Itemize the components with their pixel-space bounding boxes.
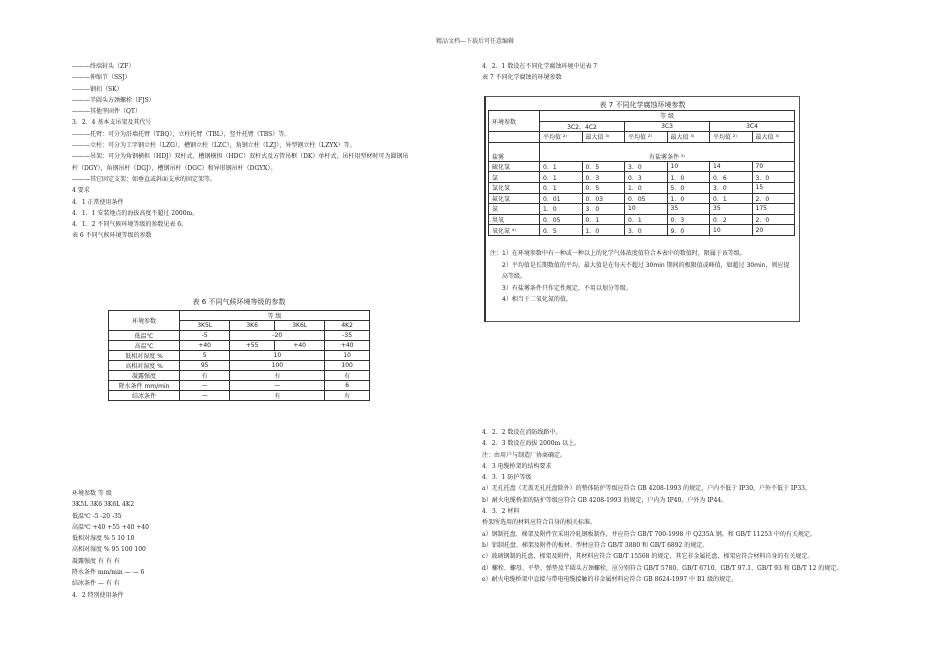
table-7-note: 4）相当于二氧化氮的值。 [502, 296, 572, 303]
table-6-cell: -35 [325, 331, 370, 341]
table-7-param-header: 环境参数 [489, 111, 540, 132]
table-6-cell: 10 [230, 351, 325, 361]
table-7-group: 3C3 [625, 121, 710, 132]
table-7-salt-value: 有盐雾条件 ³⁾ [540, 142, 795, 161]
table-6-cell: 6 [325, 381, 370, 391]
text-line: 4．3．1 防护等级 [482, 474, 532, 482]
left-column-text [72, 61, 452, 242]
table-6-cell: +40 [325, 341, 370, 351]
text-line: 桥架所选用的材料应符合自身的相关标准。 [482, 519, 597, 527]
table-row [489, 182, 795, 193]
left-lower-text [72, 488, 149, 601]
table-7-cell: 1．0 [667, 193, 710, 204]
table-7-subheader: 平均值 ²⁾ [540, 132, 583, 143]
table-6-cell: 100 [325, 361, 370, 371]
text-line: e）耐火电缆桥架中直接与带电电缆接触的非金属材料应符合 GB 8624-1997 中 B1 级的规定。 [482, 575, 738, 583]
table-7-cell: 9．0 [667, 225, 710, 236]
table-6-level: 4K2 [325, 321, 370, 331]
table-6-cell: 有 [180, 371, 230, 381]
table-6-cell: 100 [230, 361, 325, 371]
table-7-cell: 0．3 [582, 172, 625, 183]
table-7-row-label: 氯 [489, 172, 540, 183]
table-6-cell: — [230, 381, 325, 391]
table-7-cell: 0．03 [582, 193, 625, 204]
table-row [489, 225, 795, 236]
table-6-cell: 5 [180, 351, 230, 361]
table-row [489, 193, 795, 204]
table-6-row-label: 凝露强度 [109, 371, 180, 381]
page-header: 精品文档---下载后可任意编辑 [435, 38, 515, 45]
table-6-level: 3K6 [230, 321, 275, 331]
text-line: 注：由用户与制造厂协商确定。 [482, 451, 567, 459]
table-6-caption: 表 6 不同气候环境等级的参数 [192, 298, 286, 306]
text-line: 凝露强度 有 有 有 [72, 557, 120, 565]
table-7-cell: 0．05 [625, 193, 668, 204]
table-6-cell: 有 [230, 391, 325, 401]
text-line: 表 6 不同气候环境等级的参数 [72, 232, 152, 240]
table-6-param-header: 环境参数 [109, 311, 180, 331]
text-line: 4．3 电缆桥架的结构要求 [482, 462, 552, 470]
table-7-row-label: 氨 [489, 204, 540, 215]
text-line: 结冰条件 — 有 有 [72, 580, 120, 588]
table-7-note: 3）有盐雾条件只作定性规定，不用以划分等级。 [502, 284, 632, 292]
chemical-parameters-table [488, 110, 795, 236]
text-line: ———吊架：可分为角钢横担（HDJ）双杆式、槽钢横担（HDC）双杆式及方管吊框（DK）单杆式，吊杆用型材时可为圆钢吊 [72, 153, 409, 161]
text-line: b）耐火电缆桥架的防护等级应符合 GB 4208-1993 的规定，户内为 IP40，户外为 IP44。 [482, 496, 728, 504]
table-6-cell: +55 [230, 341, 275, 351]
table-7-cell: 2．0 [752, 214, 795, 225]
table-7-cell: 0．6 [710, 172, 753, 183]
table-7-cell: 70 [752, 161, 795, 172]
text-line: 低温℃ -5 -20 -35 [72, 512, 122, 520]
table-row [489, 214, 795, 225]
table-6-cell: — [180, 381, 230, 391]
table-6-row-label: 高温℃ [109, 341, 180, 351]
text-line: 3K5L 3K6 3K6L 4K2 [72, 501, 135, 509]
table-7-cell: 0．1 [625, 214, 668, 225]
table-7-cell: 0．3 [667, 214, 710, 225]
table-7-salt-label: 盐雾 [489, 142, 540, 161]
table-7-cell: 3．0 [625, 225, 668, 236]
table-7-row-label: 硫化氢 [489, 161, 540, 172]
table-6-cell: +40 [180, 341, 230, 351]
text-line: d）螺栓、螺母、平垫、弹垫及半圆头方颈螺栓，应分别符合 GB/T 5780、GB/T 6710、GB/T 97.1、GB/T 93 和 GB/T 12 的规定。 [482, 564, 843, 572]
table-7-cell: 3．0 [625, 161, 668, 172]
table-6-level: 3K5L [180, 321, 230, 331]
table-row [489, 204, 795, 215]
table-7-cell: 0．1 [582, 214, 625, 225]
table-7-cell: 35 [710, 204, 753, 215]
text-line: 高温℃ +40 +55 +40 +40 [72, 523, 149, 531]
right-lower-text [482, 427, 842, 585]
table-7-cell: 0．1 [540, 161, 583, 172]
text-line: 降水条件 mm/min — — 6 [72, 569, 145, 577]
table-7-cell: 0．3 [625, 172, 668, 183]
table-6-cell: 有 [230, 371, 325, 381]
text-line: 表 7 不同化学腐蚀的环境参数 [482, 74, 562, 82]
table-7-cell: 0．2 [710, 214, 753, 225]
text-line: 3．2．4 基本支吊架及其代号 [72, 119, 152, 127]
table-7-cell: 10 [710, 225, 753, 236]
text-line: ———其它固定支架：如垂直或斜面支承的固定架等。 [72, 175, 217, 183]
text-line: 4 要求 [72, 187, 90, 195]
table-7-cell: 10 [667, 161, 710, 172]
table-6-cell: 10 [325, 351, 370, 361]
table-7-note: 注：1）在环境参数中有一种或一种以上的化学气体浓度值符合本表中的数值时，限属于该等级。 [490, 250, 746, 257]
table-6 [108, 297, 370, 401]
table-6-level: 3K6L [274, 321, 324, 331]
right-column-text [482, 61, 902, 84]
text-line: 4．3．2 材料 [482, 508, 520, 516]
text-line: ———立柱：可分为工字钢立柱（LZG），槽钢立柱（LZC），角钢立柱（LZJ），异型钢立柱（LZYX）等。 [72, 142, 356, 150]
table-row [109, 391, 370, 401]
table-7-cell: 0．5 [582, 182, 625, 193]
table-6-row-label: 低相对湿度 % [109, 351, 180, 361]
table-row [109, 381, 370, 391]
text-line: 环境参数 等 级 [72, 490, 112, 497]
table-7-cell: 3．0 [582, 204, 625, 215]
table-7-cell: 5．0 [667, 182, 710, 193]
table-7-cell: 0．05 [540, 214, 583, 225]
table-7-group: 3C4 [710, 121, 795, 132]
text-line: ———其他坚固件（QT） [72, 108, 141, 116]
table-7-cell: 3．0 [710, 182, 753, 193]
table-7-cell: 1．0 [667, 172, 710, 183]
text-line: ———钢扣（SK） [72, 85, 123, 93]
text-line: ———半圆头方颈螺栓（FJS） [72, 96, 155, 104]
table-6-row-label: 降水条件 mm/min [109, 381, 180, 391]
table-7-row-label: 氟化氢 [489, 193, 540, 204]
text-line: 高相对湿度 % 95 100 100 [72, 546, 146, 554]
table-7-subheader: 平均值 ²⁾ [625, 132, 668, 143]
table-6-level-header: 等 级 [180, 311, 370, 321]
text-line: 4．2 特别使用条件 [72, 591, 124, 599]
table-7-cell: 0．1 [540, 172, 583, 183]
table-6-cell: +40 [274, 341, 324, 351]
table-7-cell: 3．0 [752, 172, 795, 183]
table-6-cell: 有 [325, 391, 370, 401]
text-line: c）玻璃钢制的托盘、梯架及附件，其材料应符合 GB/T 15568 的规定，其它非金属托盘、梯架应符合材料自身的有关规定。 [482, 553, 814, 561]
table-6-row-label: 低温℃ [109, 331, 180, 341]
text-line: 4．1．2 不同气候环境等级的参数见表 6。 [72, 221, 188, 229]
text-line: 低相对湿度 % 5 10 10 [72, 535, 135, 543]
table-7-cell: 0．5 [540, 225, 583, 236]
table-7-notes [490, 248, 795, 306]
table-row [109, 341, 370, 351]
table-7-cell: 1．0 [540, 204, 583, 215]
table-7-cell: 2．0 [752, 193, 795, 204]
table-7-cell: 15 [752, 182, 795, 193]
table-6-row-label: 结冰条件 [109, 391, 180, 401]
text-line: b）铝制托盘、梯架及附件的板材、型材应符合 GB/T 3880 和 GB/T 6892 的规定。 [482, 541, 709, 549]
text-line: a）钢制托盘、梯架及附件宜采用冷轧钢板制作，并应符合 GB/T 700-1998 中 Q235A 钢，和 GB/T 11253 中的有关规定。 [482, 530, 816, 538]
table-7-row-label: 臭氧 [489, 214, 540, 225]
table-7-cell: 14 [710, 161, 753, 172]
table-7-cell: 20 [752, 225, 795, 236]
table-7-cell: 35 [667, 204, 710, 215]
table-7-level-header: 等 级 [540, 111, 795, 122]
text-line: 4．2．3 数设在海拔 2000m 以上。 [482, 440, 581, 448]
table-row [489, 161, 795, 172]
table-7-cell: 0．01 [540, 193, 583, 204]
table-7-subheader: 最大值 ³⁾ [752, 132, 795, 143]
text-line: a）无孔托盘（无盖无孔托盘除外）的整体防护等级应符合 GB 4208-1993 的规定，户内不低于 IP30，户外不低于 IP33。 [482, 485, 811, 493]
text-line: 4．2．1 数设在不同化学腐蚀环境中见表 7 [482, 63, 598, 70]
table-row [109, 331, 370, 341]
table-7-cell: 0．1 [540, 182, 583, 193]
table-7-subheader: 平均值 ²⁾ [710, 132, 753, 143]
text-line: 杆（DGY），角钢吊杆（DGJ），槽钢吊杆（DGC）和异形钢吊杆（DGYX）。 [72, 164, 277, 172]
text-line: 4．2．2 数设在消防线路中。 [482, 429, 562, 436]
table-row [109, 361, 370, 371]
text-line: 4．1 正常使用条件 [72, 198, 124, 206]
table-7-note: 2）平均值是长期数值的平均。最大值是在每天不超过 30min 期间的极限值或峰值，如超过 30min，则应提高等级。 [502, 261, 790, 280]
table-7-cell: 1．0 [582, 225, 625, 236]
climate-parameters-table [108, 310, 370, 401]
text-line: ———终端封头（ZF） [72, 63, 135, 70]
table-6-cell: — [180, 391, 230, 401]
table-row [489, 172, 795, 183]
table-6-cell: 95 [180, 361, 230, 371]
table-7-cell: 0．1 [710, 193, 753, 204]
text-line: 4．1．1 安装地点的海拔高度不超过 2000m。 [72, 209, 199, 217]
table-7-cell: 10 [625, 204, 668, 215]
table-7-cell: 1．0 [625, 182, 668, 193]
table-row [109, 351, 370, 361]
table-7-subheader: 最大值 ³⁾ [667, 132, 710, 143]
table-7-row-label: 氯化氢 [489, 182, 540, 193]
text-line: ———伸缩节（SSJ） [72, 74, 131, 82]
table-6-cell: 有 [325, 371, 370, 381]
table-7 [484, 96, 800, 322]
table-7-group: 3C2、4C2 [540, 121, 625, 132]
table-7-caption: 表 7 不同化学腐蚀环境参数 [599, 101, 686, 109]
table-6-row-label: 高相对湿度 % [109, 361, 180, 371]
table-7-cell: 0．5 [582, 161, 625, 172]
table-7-row-label: 氧化氮 ⁴⁾ [489, 225, 540, 236]
table-7-subheader: 最大值 ³⁾ [582, 132, 625, 143]
table-row [109, 371, 370, 381]
table-6-cell: -20 [230, 331, 325, 341]
table-6-cell: -5 [180, 331, 230, 341]
text-line: ———托臂：可分为沿墙托臂（TBQ），立柱托臂（TBL），竖井托臂（TBS）等。 [72, 130, 291, 138]
table-7-empty-cell [489, 132, 540, 143]
table-7-cell: 175 [752, 204, 795, 215]
